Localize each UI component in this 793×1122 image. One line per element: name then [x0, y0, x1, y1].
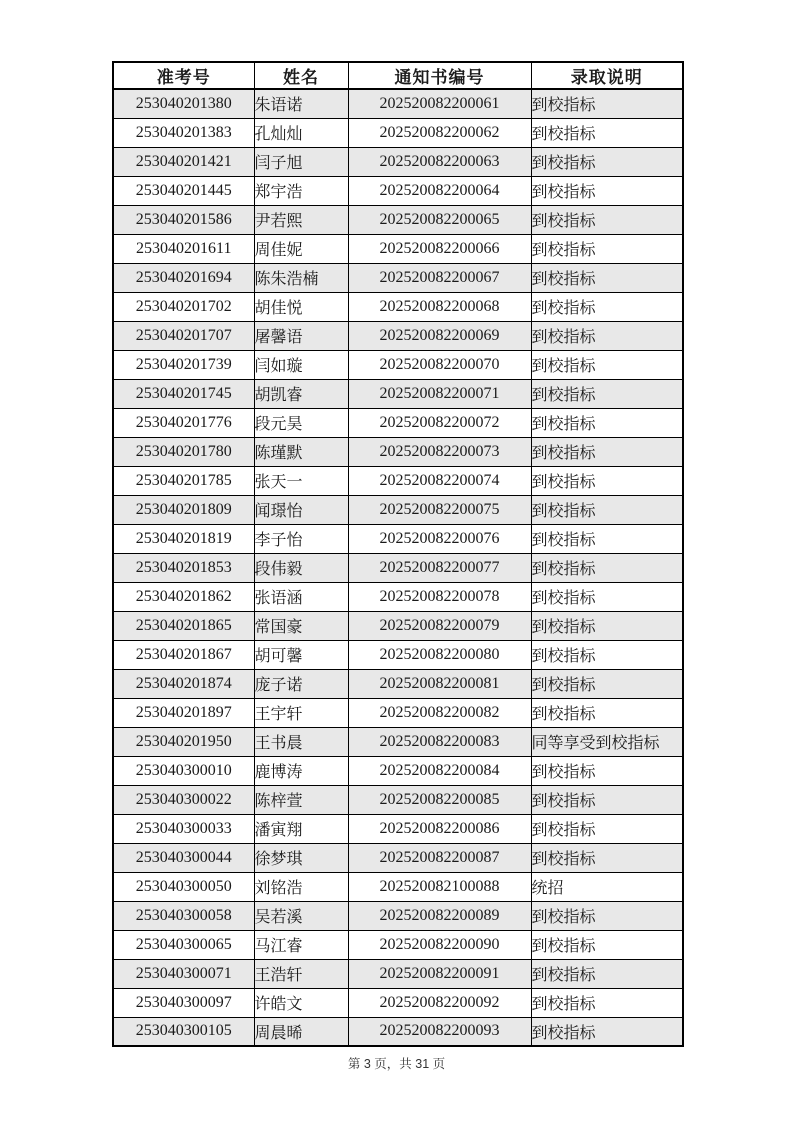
name-cell: 李子怡	[254, 524, 348, 553]
header-name: 姓名	[254, 62, 348, 89]
table-row	[113, 901, 683, 930]
notice-number-cell: 202520082200085	[348, 785, 531, 814]
notice-number-cell: 202520082200070	[348, 350, 531, 379]
name-cell: 马江睿	[254, 930, 348, 959]
exam-number-cell: 253040300033	[113, 814, 254, 843]
exam-number-cell: 253040201865	[113, 611, 254, 640]
admission-note-cell: 到校指标	[531, 756, 683, 785]
notice-number-cell: 202520082200068	[348, 292, 531, 321]
name-cell: 陈朱浩楠	[254, 263, 348, 292]
exam-number-cell: 253040300050	[113, 872, 254, 901]
notice-number-cell: 202520082200062	[348, 118, 531, 147]
exam-number-cell: 253040201702	[113, 292, 254, 321]
notice-number-cell: 202520082200067	[348, 263, 531, 292]
table-row	[113, 756, 683, 785]
name-cell: 常国豪	[254, 611, 348, 640]
notice-number-cell: 202520082200086	[348, 814, 531, 843]
page-number-label: 第 3 页，共 31 页	[347, 1057, 446, 1071]
admission-note-cell: 到校指标	[531, 930, 683, 959]
exam-number-cell: 253040201445	[113, 176, 254, 205]
table-row	[113, 843, 683, 872]
notice-number-cell: 202520082200064	[348, 176, 531, 205]
table-row	[113, 988, 683, 1017]
exam-number-cell: 253040201874	[113, 669, 254, 698]
table-row	[113, 959, 683, 988]
notice-number-cell: 202520082200075	[348, 495, 531, 524]
notice-number-cell: 202520082200076	[348, 524, 531, 553]
admission-note-cell: 到校指标	[531, 147, 683, 176]
exam-number-cell: 253040201809	[113, 495, 254, 524]
admission-list-table	[112, 61, 684, 1047]
table-row	[113, 234, 683, 263]
admission-note-cell: 到校指标	[531, 176, 683, 205]
admission-note-cell: 到校指标	[531, 843, 683, 872]
exam-number-cell: 253040201867	[113, 640, 254, 669]
exam-number-cell: 253040201707	[113, 321, 254, 350]
name-cell: 段伟毅	[254, 553, 348, 582]
name-cell: 鹿博涛	[254, 756, 348, 785]
exam-number-cell: 253040201853	[113, 553, 254, 582]
name-cell: 周佳妮	[254, 234, 348, 263]
admission-note-cell: 到校指标	[531, 118, 683, 147]
exam-number-cell: 253040201785	[113, 466, 254, 495]
table-row	[113, 118, 683, 147]
table-header-row	[113, 62, 683, 89]
exam-number-cell: 253040300058	[113, 901, 254, 930]
admission-note-cell: 到校指标	[531, 988, 683, 1017]
name-cell: 潘寅翔	[254, 814, 348, 843]
table-row	[113, 379, 683, 408]
exam-number-cell: 253040201380	[113, 89, 254, 118]
name-cell: 闫如璇	[254, 350, 348, 379]
exam-number-cell: 253040300044	[113, 843, 254, 872]
exam-number-cell: 253040201694	[113, 263, 254, 292]
admission-note-cell: 到校指标	[531, 408, 683, 437]
notice-number-cell: 202520082200065	[348, 205, 531, 234]
name-cell: 吴若溪	[254, 901, 348, 930]
admission-note-cell: 同等享受到校指标	[531, 727, 683, 756]
name-cell: 许皓文	[254, 988, 348, 1017]
notice-number-cell: 202520082200074	[348, 466, 531, 495]
admission-note-cell: 到校指标	[531, 524, 683, 553]
name-cell: 刘铭浩	[254, 872, 348, 901]
admission-note-cell: 到校指标	[531, 698, 683, 727]
exam-number-cell: 253040300010	[113, 756, 254, 785]
name-cell: 朱语诺	[254, 89, 348, 118]
table-row	[113, 611, 683, 640]
admission-note-cell: 到校指标	[531, 959, 683, 988]
header-admission-note: 录取说明	[531, 62, 683, 89]
name-cell: 胡佳悦	[254, 292, 348, 321]
notice-number-cell: 202520082200093	[348, 1017, 531, 1046]
admission-note-cell: 到校指标	[531, 1017, 683, 1046]
exam-number-cell: 253040201950	[113, 727, 254, 756]
name-cell: 张天一	[254, 466, 348, 495]
exam-number-cell: 253040201383	[113, 118, 254, 147]
name-cell: 庞子诺	[254, 669, 348, 698]
table-row	[113, 89, 683, 118]
name-cell: 王书晨	[254, 727, 348, 756]
admission-note-cell: 到校指标	[531, 89, 683, 118]
notice-number-cell: 202520082200089	[348, 901, 531, 930]
exam-number-cell: 253040201611	[113, 234, 254, 263]
admission-note-cell: 到校指标	[531, 640, 683, 669]
exam-number-cell: 253040300097	[113, 988, 254, 1017]
admission-note-cell: 到校指标	[531, 234, 683, 263]
notice-number-cell: 202520082200066	[348, 234, 531, 263]
table-row	[113, 495, 683, 524]
admission-note-cell: 到校指标	[531, 321, 683, 350]
exam-number-cell: 253040300071	[113, 959, 254, 988]
admission-note-cell: 到校指标	[531, 785, 683, 814]
table-row	[113, 553, 683, 582]
table-row	[113, 640, 683, 669]
admission-note-cell: 到校指标	[531, 350, 683, 379]
name-cell: 尹若熙	[254, 205, 348, 234]
admission-note-cell: 到校指标	[531, 582, 683, 611]
notice-number-cell: 202520082200084	[348, 756, 531, 785]
table-row	[113, 466, 683, 495]
name-cell: 陈瑾默	[254, 437, 348, 466]
table-row	[113, 814, 683, 843]
table-row	[113, 698, 683, 727]
name-cell: 王浩轩	[254, 959, 348, 988]
notice-number-cell: 202520082200080	[348, 640, 531, 669]
notice-number-cell: 202520082200077	[348, 553, 531, 582]
page-footer	[0, 1054, 793, 1072]
exam-number-cell: 253040201745	[113, 379, 254, 408]
name-cell: 徐梦琪	[254, 843, 348, 872]
header-notice-number: 通知书编号	[348, 62, 531, 89]
admission-note-cell: 到校指标	[531, 901, 683, 930]
name-cell: 陈梓萱	[254, 785, 348, 814]
admission-note-cell: 到校指标	[531, 611, 683, 640]
name-cell: 王宇轩	[254, 698, 348, 727]
exam-number-cell: 253040300105	[113, 1017, 254, 1046]
admission-note-cell: 到校指标	[531, 379, 683, 408]
table-row	[113, 930, 683, 959]
name-cell: 郑宇浩	[254, 176, 348, 205]
table-row	[113, 147, 683, 176]
notice-number-cell: 202520082200082	[348, 698, 531, 727]
exam-number-cell: 253040201897	[113, 698, 254, 727]
notice-number-cell: 202520082100088	[348, 872, 531, 901]
table-row	[113, 205, 683, 234]
notice-number-cell: 202520082200061	[348, 89, 531, 118]
notice-number-cell: 202520082200079	[348, 611, 531, 640]
notice-number-cell: 202520082200090	[348, 930, 531, 959]
admission-note-cell: 到校指标	[531, 495, 683, 524]
table-row	[113, 785, 683, 814]
table-row	[113, 524, 683, 553]
notice-number-cell: 202520082200078	[348, 582, 531, 611]
notice-number-cell: 202520082200072	[348, 408, 531, 437]
admission-note-cell: 到校指标	[531, 466, 683, 495]
admission-note-cell: 到校指标	[531, 553, 683, 582]
admission-note-cell: 到校指标	[531, 814, 683, 843]
table-row	[113, 582, 683, 611]
notice-number-cell: 202520082200069	[348, 321, 531, 350]
notice-number-cell: 202520082200071	[348, 379, 531, 408]
name-cell: 胡凯睿	[254, 379, 348, 408]
notice-number-cell: 202520082200073	[348, 437, 531, 466]
header-exam-number: 准考号	[113, 62, 254, 89]
name-cell: 胡可馨	[254, 640, 348, 669]
admission-note-cell: 统招	[531, 872, 683, 901]
exam-number-cell: 253040201421	[113, 147, 254, 176]
table-row	[113, 292, 683, 321]
exam-number-cell: 253040300022	[113, 785, 254, 814]
table-row	[113, 263, 683, 292]
name-cell: 屠馨语	[254, 321, 348, 350]
admission-note-cell: 到校指标	[531, 669, 683, 698]
name-cell: 周晨晞	[254, 1017, 348, 1046]
admission-note-cell: 到校指标	[531, 292, 683, 321]
table-row	[113, 872, 683, 901]
admission-note-cell: 到校指标	[531, 263, 683, 292]
table-body	[113, 89, 683, 1046]
exam-number-cell: 253040201776	[113, 408, 254, 437]
notice-number-cell: 202520082200087	[348, 843, 531, 872]
table-row	[113, 408, 683, 437]
exam-number-cell: 253040300065	[113, 930, 254, 959]
table-row	[113, 437, 683, 466]
notice-number-cell: 202520082200083	[348, 727, 531, 756]
exam-number-cell: 253040201819	[113, 524, 254, 553]
name-cell: 闫子旭	[254, 147, 348, 176]
table-row	[113, 350, 683, 379]
admission-note-cell: 到校指标	[531, 437, 683, 466]
exam-number-cell: 253040201586	[113, 205, 254, 234]
name-cell: 孔灿灿	[254, 118, 348, 147]
name-cell: 闻璟怡	[254, 495, 348, 524]
table-row	[113, 1017, 683, 1046]
table-row	[113, 727, 683, 756]
notice-number-cell: 202520082200081	[348, 669, 531, 698]
name-cell: 段元昊	[254, 408, 348, 437]
name-cell: 张语涵	[254, 582, 348, 611]
exam-number-cell: 253040201862	[113, 582, 254, 611]
notice-number-cell: 202520082200063	[348, 147, 531, 176]
notice-number-cell: 202520082200091	[348, 959, 531, 988]
exam-number-cell: 253040201739	[113, 350, 254, 379]
table-row	[113, 176, 683, 205]
table-row	[113, 321, 683, 350]
exam-number-cell: 253040201780	[113, 437, 254, 466]
notice-number-cell: 202520082200092	[348, 988, 531, 1017]
table-row	[113, 669, 683, 698]
admission-note-cell: 到校指标	[531, 205, 683, 234]
